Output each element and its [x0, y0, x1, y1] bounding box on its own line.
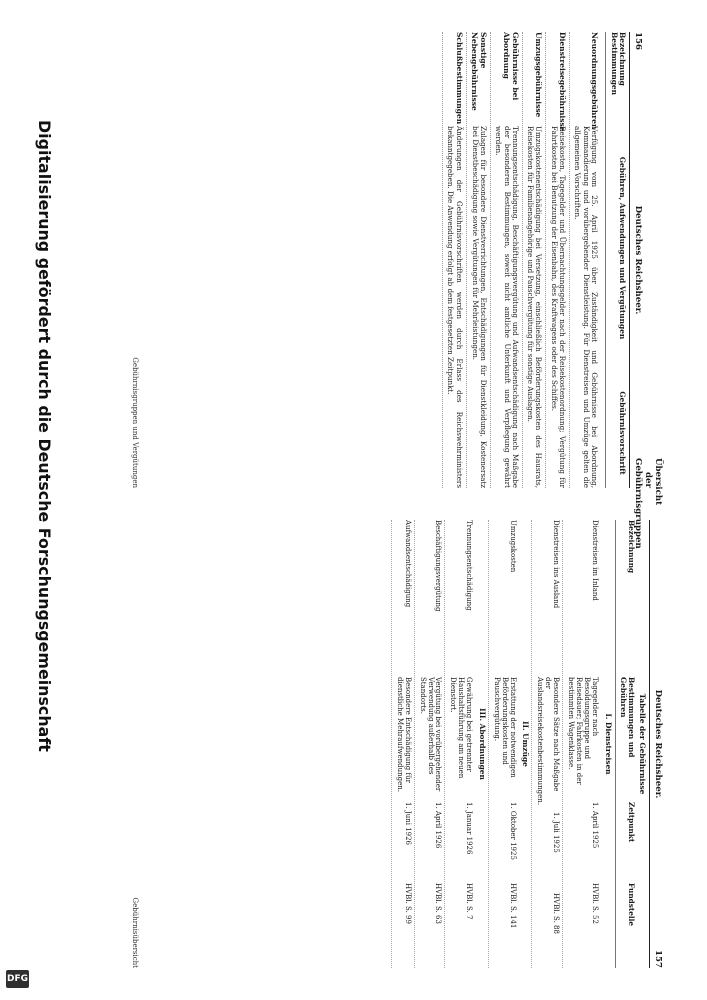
- right-cell-title: Dienstreisen im Inland: [591, 520, 600, 601]
- right-cell-text: Besondere Entschädigung für dienstliche Mehraufwendungen.: [395, 677, 412, 792]
- right-cell-reference: HVBl. S. 52: [591, 883, 600, 924]
- right-cell-date: 1. April 1925: [591, 802, 600, 849]
- right-section-title: III. Abordnungen: [477, 708, 487, 780]
- left-table-row: [442, 32, 466, 488]
- left-page: [127, 32, 663, 549]
- right-cell-title: Umzugskosten: [508, 520, 517, 573]
- right-cell-date: 1. Juli 1925: [552, 812, 561, 853]
- left-table-row: [490, 32, 522, 488]
- left-table-row: [545, 32, 569, 488]
- left-row-label: Schlußbestimmungen: [454, 32, 464, 125]
- right-table-header: [615, 520, 636, 968]
- left-row-text: Umzugskostenentschädigung bei Versetzung, einschließlich Beförderungskosten des Hausrats, Reisekosten für Familienangehörige und Pauschvergütung für sonstige Auslagen.: [526, 126, 544, 488]
- left-page-number: 156: [633, 32, 644, 50]
- right-cell-reference: HVBl. S. 141: [508, 883, 517, 929]
- right-cell-reference: HVBl. S. 88: [552, 893, 561, 934]
- right-table-row: [562, 520, 601, 968]
- dfg-logo: DFG: [6, 970, 29, 988]
- right-page-subtitle: Tabelle der Gebührnisse: [638, 693, 648, 795]
- left-table-row: [569, 32, 601, 488]
- right-column-header: Zeitpunkt: [627, 802, 637, 843]
- left-page-header: [629, 32, 663, 549]
- right-cell-reference: HVBl. S. 99: [403, 883, 412, 924]
- left-column-header: Bezeichnung Bestimmungen: [609, 32, 628, 95]
- right-column-header: Bezeichnung: [627, 520, 637, 574]
- right-cell-date: 1. Oktober 1925: [508, 802, 517, 860]
- right-cell-date: 1. Juni 1926: [403, 802, 412, 846]
- left-row-text: Änderungen der Gebührnisvorschriften werden durch Erlass des Reichswehrministers bekanntgegeben. Die Anwendung erfolgt ab dem festgesetzten Zeitpunkt.: [446, 126, 464, 488]
- right-page-header: [649, 520, 662, 968]
- left-row-text: Trennungsentschädigung, Beschäftigungsvergütung und Aufwandsentschädigung nach Maßgabe der besonderen Bestimmungen, soweit nicht amtliche Unterkunft und Verpflegung gewährt werden.: [494, 126, 520, 488]
- document-content: [112, 22, 672, 978]
- left-row-label: Neuordnungsgebühren: [589, 32, 599, 130]
- right-column-header: Fundstelle: [627, 883, 637, 927]
- left-table-row: [466, 32, 490, 488]
- left-table-row: [522, 32, 546, 488]
- right-table-row: [531, 520, 562, 968]
- right-cell-title: Beschäftigungsvergütung: [434, 520, 443, 612]
- right-cell-reference: HVBl. S. 63: [434, 883, 443, 924]
- left-row-label: Dienstreisegebührnisse: [558, 32, 568, 132]
- right-cell-title: Dienstreisen ins Ausland: [552, 520, 561, 609]
- right-cell-text: Erstattung der notwendigen Beförderungskosten und Pauschvergütung.: [492, 677, 517, 778]
- right-cell-text: Besondere Sätze nach Maßgabe der Auslandsreisekostenbestimmungen.: [536, 677, 561, 806]
- left-column-headers: [605, 32, 626, 488]
- right-table-row: [445, 520, 476, 968]
- left-column-header: Gebühren, Aufwendungen und Vergütungen: [618, 156, 628, 340]
- left-row-text: Zulagen für besondere Dienstverrichtungen, Entschädigungen für Dienstkleidung, Kostenersatz bei Dienstbeschädigung sowie Vergütungen für Mehrleistungen.: [470, 126, 488, 488]
- right-cell-text: Tagegelder nach Besoldungsgruppe und Reisedauer; Fahrkosten in der bestimmten Wagenklasse.: [567, 677, 600, 785]
- right-table-row: [391, 520, 414, 968]
- right-cell-title: Trennungsentschädigung: [465, 520, 474, 611]
- dfg-banner: [34, 120, 64, 980]
- right-page-number: 157: [653, 950, 663, 968]
- left-page-running-header: Übersicht der Gebührnisgruppen: [633, 458, 663, 549]
- left-row-text: Reisekosten, Tagegelder und Übernachtungsgelder nach der Reisekostenordnung; Vergütung für Fahrtkosten bei Benutzung der Eisenbahn, des Kraftwagens oder des Schiffes.: [549, 126, 568, 488]
- left-page-title: Deutsches Reichsheer.: [633, 205, 644, 315]
- right-section-title: II. Umzüge: [521, 721, 531, 767]
- left-row-label: Sonstige Nebengebührnisse: [470, 32, 488, 111]
- right-page: [127, 520, 662, 968]
- dfg-banner-text: Digitalisierung gefördert durch die Deutsche Forschungsgemeinschaft: [35, 120, 54, 752]
- left-row-label: Gebührnisse bei Abordnung: [502, 32, 520, 101]
- right-cell-text: Gewährung bei getrennter Haushaltsführung am neuen Dienstort.: [449, 677, 474, 779]
- right-column-header: Bestimmungen und Gebühren: [619, 677, 637, 758]
- right-cell-title: Aufwandsentschädigung: [403, 520, 412, 608]
- right-cell-date: 1. April 1926: [434, 802, 443, 849]
- right-cell-text: Vergütung bei vorübergehender Verwendung außerhalb des Standorts.: [418, 677, 443, 792]
- right-cell-date: 1. Januar 1926: [465, 802, 474, 855]
- left-row-label: Umzugsgebührnisse: [534, 32, 544, 118]
- right-page-footnote: Gebührnisübersicht: [131, 897, 140, 968]
- right-cell-reference: HVBl. S. 7: [465, 883, 474, 920]
- left-page-footnote: Gebührnisgruppen und Vergütungen: [131, 357, 140, 488]
- right-table-row: [488, 520, 519, 968]
- left-column-header: Gebührnisvorschrift: [618, 391, 628, 475]
- right-table-row: [414, 520, 445, 968]
- rotated-document: [112, 22, 672, 978]
- right-page-title: Deutsches Reichsheer.: [653, 689, 663, 799]
- left-row-text: Verfügung vom 25. April 1925 über Zuständigkeit und Gebührnisse bei Abordnung, Kommandierung und vorübergehender Dienstleistung. Für Dienstreisen und Umzüge gelten die allgemeinen Vorschriften.: [573, 126, 599, 488]
- right-section-title: I. Dienstreisen: [603, 713, 613, 775]
